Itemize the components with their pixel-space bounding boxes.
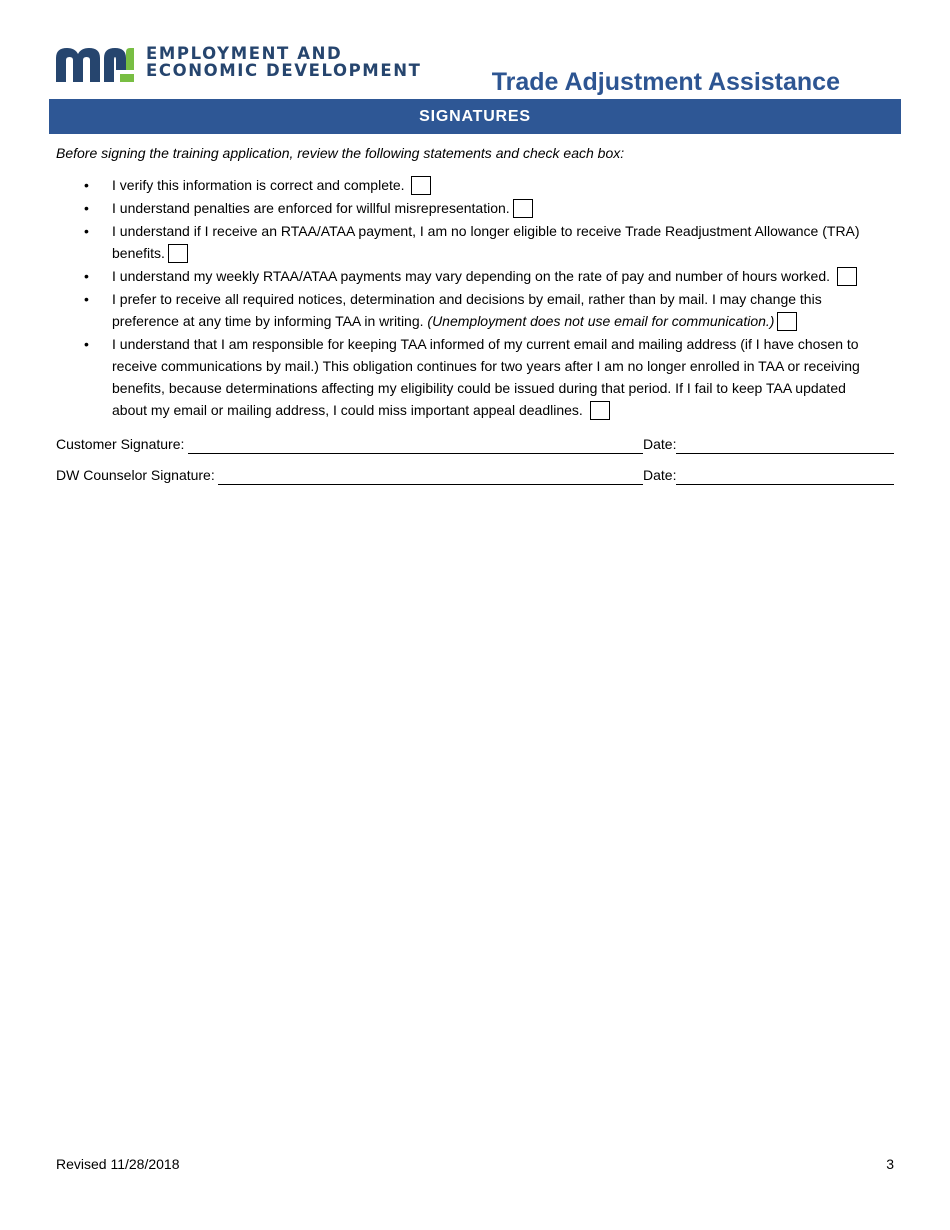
- counselor-signature-field[interactable]: [218, 484, 643, 485]
- customer-signature-label: Customer Signature:: [56, 436, 185, 452]
- statement-text: I understand my weekly RTAA/ATAA payments may vary depending on the rate of pay and number of hours worked.: [112, 268, 834, 284]
- statement-text: I prefer to receive all required notices, determination and decisions by email, rather than by mail. I may change this preference at any time by informing TAA in writing.: [112, 291, 822, 329]
- email-preference-checkbox[interactable]: [777, 312, 797, 331]
- bullet-icon: •: [84, 291, 89, 307]
- statement-address-responsibility: [0, 333, 950, 421]
- acknowledgement-list: [0, 174, 950, 422]
- section-header-signatures: [49, 99, 901, 134]
- statement-text: I understand if I receive an RTAA/ATAA payment, I am no longer eligible to receive Trade Readjustment Allowance (TRA) benefits.: [112, 223, 860, 261]
- rtaa-tra-eligibility-checkbox[interactable]: [168, 244, 188, 263]
- counselor-date-label: Date:: [643, 467, 677, 483]
- mn-logo-mark-icon: [56, 44, 136, 84]
- bullet-icon: •: [84, 200, 89, 216]
- penalties-checkbox[interactable]: [513, 199, 533, 218]
- bullet-icon: •: [84, 177, 89, 193]
- counselor-signature-row: [56, 467, 894, 487]
- page-number: 3: [886, 1156, 894, 1172]
- customer-date-field[interactable]: [676, 453, 894, 454]
- bullet-icon: •: [84, 223, 89, 239]
- agency-name-line-2: ECONOMIC DEVELOPMENT: [146, 61, 422, 80]
- weekly-payments-checkbox[interactable]: [837, 267, 857, 286]
- agency-name-line-1: EMPLOYMENT AND: [146, 44, 343, 63]
- bullet-icon: •: [84, 268, 89, 284]
- agency-name: [146, 45, 421, 79]
- bullet-icon: •: [84, 336, 89, 352]
- counselor-date-field[interactable]: [676, 484, 894, 485]
- statement-weekly-payments: [0, 265, 950, 287]
- statement-note: (Unemployment does not use email for communication.): [427, 313, 775, 329]
- verify-info-checkbox[interactable]: [411, 176, 431, 195]
- counselor-signature-label: DW Counselor Signature:: [56, 467, 215, 483]
- instructions-text: Before signing the training application, review the following statements and check each box:: [56, 145, 625, 161]
- address-responsibility-checkbox[interactable]: [590, 401, 610, 420]
- mn-deed-logo: [56, 44, 136, 84]
- customer-date-label: Date:: [643, 436, 677, 452]
- statement-text: I understand penalties are enforced for willful misrepresentation.: [112, 200, 510, 216]
- document-title: Trade Adjustment Assistance: [491, 68, 840, 96]
- statement-penalties: [0, 197, 950, 219]
- customer-signature-field[interactable]: [188, 453, 643, 454]
- statement-rtaa-tra-eligibility: [0, 220, 950, 264]
- statement-verify-info: [0, 174, 950, 196]
- statement-text: I verify this information is correct and complete.: [112, 177, 409, 193]
- customer-signature-row: [56, 436, 894, 456]
- statement-email-preference: [0, 288, 950, 332]
- section-title: SIGNATURES: [419, 107, 531, 125]
- revision-date: Revised 11/28/2018: [56, 1156, 180, 1172]
- statement-text: I understand that I am responsible for keeping TAA informed of my current email and mailing address (if I have chosen to receive communications by mail.) This obligation continues for two years after I am no longer enrolled in TAA or receiving benefits, because determinations affecting my eligibility could be issued during that period. If I fail to keep TAA updated about my email or mailing address, I could miss important appeal deadlines.: [112, 336, 860, 418]
